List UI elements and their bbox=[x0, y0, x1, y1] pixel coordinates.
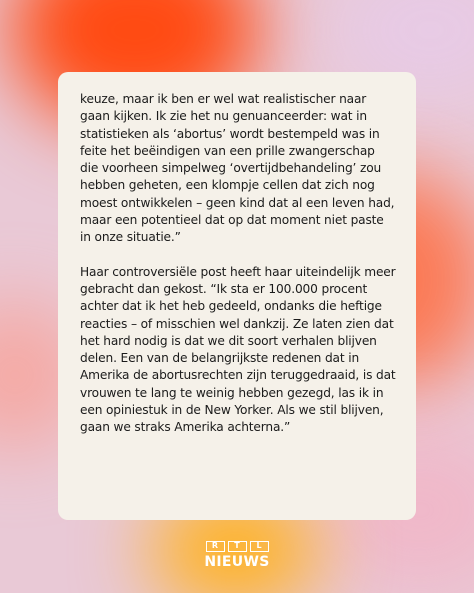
logo-letter-boxes bbox=[199, 541, 275, 552]
logo-letter-r: R bbox=[206, 541, 225, 552]
article-paragraph: keuze, maar ik ben er wel wat realistischer naar gaan kijken. Ik zie het nu genuanceerder: wat in statistieken als ‘abortus’ wordt bestempeld was in feite het beëindigen van een prille zwangerschap die voorheen simpelweg ‘overtijdbehandeling’ zou hebben geheten, een klompje cellen dat zich nog moest ontwikkelen – geen kind dat al een leven had, maar een potentieel dat op dat moment niet paste in onze situatie.” bbox=[80, 92, 395, 245]
logo-letter-t: T bbox=[228, 541, 247, 552]
logo-wordmark: NIEUWS bbox=[204, 554, 270, 570]
article-paragraph: Haar controversiële post heeft haar uiteindelijk meer gebracht dan gekost. “Ik sta er 100.000 procent achter dat ik het heb gedeeld, ondanks die heftige reacties – of misschien wel dankzij. Ze laten zien dat het hard nodig is dat we dit soort verhalen blijven delen. Een van de belangrijkste redenen dat in Amerika de abortusrechten zijn teruggedraaid, is dat vrouwen te lang te weinig hebben gezegd, las ik in een opiniestuk in de New Yorker. Als we stil blijven, gaan we straks Amerika achterna.” bbox=[80, 264, 396, 435]
rtl-nieuws-logo bbox=[199, 541, 275, 570]
logo-letter-l: L bbox=[250, 541, 269, 552]
quote-card bbox=[58, 72, 416, 520]
